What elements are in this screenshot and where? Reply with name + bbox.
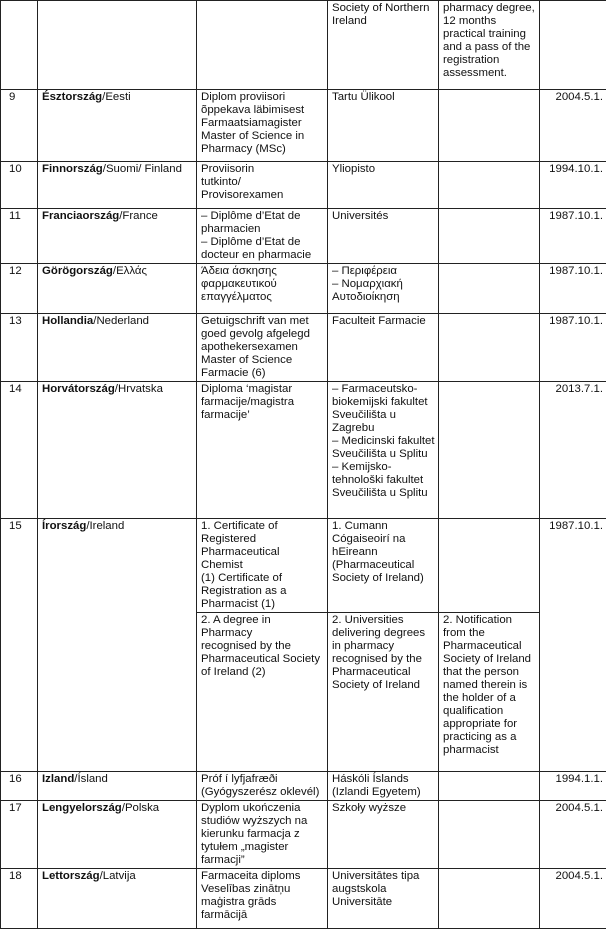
cell-line: Farmacie (6) (201, 367, 266, 379)
country-separator: / (121, 802, 125, 814)
cell-line: biokemijski fakultet (332, 396, 428, 408)
cell-line: Veselības zinātņu (201, 883, 291, 895)
country-cell (38, 1, 197, 90)
cell-line: tutkinto/ (201, 176, 241, 188)
certificate-cell (439, 264, 540, 314)
cell-line: 12 months (443, 15, 497, 27)
cell-line: – Farmaceutsko- (332, 383, 418, 395)
reference-date-cell (540, 772, 606, 801)
certificate-cell (439, 869, 540, 929)
cell-line: Háskóli Íslands (332, 773, 409, 785)
diploma-cell (197, 162, 328, 209)
country-cell (38, 869, 197, 929)
diploma-cell (197, 382, 328, 519)
awarding-body-cell (328, 613, 439, 772)
row-number (1, 772, 38, 801)
table-row (1, 162, 606, 209)
country-cell (38, 264, 197, 314)
cell-line: (Gyógyszerész oklevél) (201, 786, 320, 798)
row-number-text: 10 (9, 163, 22, 175)
cell-line: farmācijā (201, 909, 248, 921)
row-number (1, 264, 38, 314)
cell-line: appropriate for (443, 718, 518, 730)
cell-line: named therein is (443, 679, 528, 691)
table-row (1, 772, 606, 801)
reference-date: 1994.10.1. (549, 163, 603, 175)
cell-line: in pharmacy (332, 640, 395, 652)
cell-line: Yliopisto (332, 163, 376, 175)
cell-line: studiów wyższych na (201, 815, 308, 827)
country-cell (38, 772, 197, 801)
diploma-cell (197, 264, 328, 314)
row-number-text: 13 (9, 315, 22, 327)
row-number (1, 1, 38, 90)
diploma-cell (197, 519, 328, 613)
cell-line: Pharmaceutical Society (201, 653, 321, 665)
country-separator: / (93, 315, 97, 327)
diploma-cell (197, 90, 328, 162)
country-name-hu: Finnország (42, 163, 103, 175)
reference-date-cell (540, 209, 606, 264)
country-separator: / (102, 163, 106, 175)
country-separator: / (99, 870, 103, 882)
cell-line: that the person (443, 666, 519, 678)
cell-line: augstskola (332, 883, 387, 895)
cell-line: Cógaiseoirí na (332, 533, 406, 545)
country-cell (38, 162, 197, 209)
cell-line: – Diplôme d’Etat de (201, 210, 301, 222)
table-row (1, 519, 606, 613)
certificate-cell (439, 1, 540, 90)
cell-line: Society of Ireland (332, 679, 421, 691)
row-number-text: 12 (9, 265, 22, 277)
cell-line: and a pass of the (443, 41, 531, 53)
cell-line: Tartu Ülikool (332, 91, 395, 103)
cell-line: Ireland (332, 15, 367, 27)
cell-line: 2. Notification (443, 614, 513, 626)
country-cell (38, 519, 197, 772)
cell-line: hEireann (332, 546, 378, 558)
certificate-cell (439, 209, 540, 264)
cell-line: Pharmaceutical (332, 666, 411, 678)
table-body (1, 1, 606, 929)
row-number (1, 162, 38, 209)
reference-date: 1987.10.1. (549, 520, 603, 532)
country-name-local: Ísland (77, 773, 108, 785)
row-number-text: 9 (9, 91, 16, 103)
cell-line: Universitātes tipa (332, 870, 420, 882)
cell-line: Próf í lyfjafræði (201, 773, 278, 785)
cell-line: επαγγέλματος (201, 291, 272, 303)
reference-date: 1987.10.1. (549, 265, 603, 277)
awarding-body-cell (328, 90, 439, 162)
cell-line: pharmacien (201, 223, 261, 235)
reference-date: 1987.10.1. (549, 315, 603, 327)
country-name-local: Nederland (96, 315, 149, 327)
diploma-cell (197, 209, 328, 264)
cell-line: Getuigschrift van met (201, 315, 309, 327)
cell-line: – Νομαρχιακή (332, 278, 403, 290)
country-separator: / (114, 383, 118, 395)
country-cell (38, 90, 197, 162)
reference-date-cell (540, 264, 606, 314)
country-separator: / (102, 91, 106, 103)
country-name-local: Eesti (105, 91, 131, 103)
cell-line: Universitāte (332, 896, 393, 908)
cell-line: õppekava läbimisest (201, 104, 305, 116)
cell-line: apothekersexamen (201, 341, 298, 353)
awarding-body-cell (328, 209, 439, 264)
cell-line: practical training (443, 28, 526, 40)
diploma-cell (197, 869, 328, 929)
certificate-cell (439, 90, 540, 162)
reference-date-cell (540, 162, 606, 209)
cell-line: goed gevolg afgelegd (201, 328, 310, 340)
awarding-body-cell (328, 519, 439, 613)
cell-line: Pharmaceutical Chemist (201, 546, 280, 571)
country-name-local: Polska (124, 802, 160, 814)
table-row (1, 869, 606, 929)
row-number (1, 382, 38, 519)
cell-line: tytułem „magister (201, 841, 289, 853)
row-number-text: 14 (9, 383, 22, 395)
cell-line: Universités (332, 210, 389, 222)
cell-line: of Ireland (2) (201, 666, 266, 678)
country-name-hu: Írország (42, 520, 87, 532)
country-cell (38, 382, 197, 519)
row-number-text: 15 (9, 520, 22, 532)
country-separator: / (74, 773, 78, 785)
cell-line: farmacije/magistra (201, 396, 295, 408)
cell-line: registration (443, 54, 500, 66)
certificate-cell (439, 519, 540, 613)
table-row (1, 264, 606, 314)
cell-line: farmacji” (201, 854, 245, 866)
cell-line: Provisorexamen (201, 189, 284, 201)
cell-line: Registration as a (201, 585, 287, 597)
cell-line: docteur en pharmacie (201, 249, 312, 261)
reference-date-cell (540, 1, 606, 90)
reference-date: 2013.7.1. (555, 383, 603, 395)
cell-line: Szkoły wyższe (332, 802, 407, 814)
reference-date: 1994.1.1. (555, 773, 603, 785)
cell-line: Sveučilišta u Splitu (332, 487, 428, 499)
awarding-body-cell (328, 869, 439, 929)
reference-date: 1987.10.1. (549, 210, 603, 222)
cell-line: Proviisorin (201, 163, 255, 175)
country-cell (38, 801, 197, 869)
cell-line: Master of Science in (201, 130, 305, 142)
certificate-cell (439, 801, 540, 869)
country-name-hu: Izland (42, 773, 75, 785)
reference-date: 2004.5.1. (555, 91, 603, 103)
country-name-local: Latvija (102, 870, 136, 882)
cell-line: Pharmaceutical (443, 640, 522, 652)
certificate-cell (439, 772, 540, 801)
cell-line: – Medicinski fakultet (332, 435, 435, 447)
cell-line: Άδεια άσκησης (201, 265, 277, 277)
row-number (1, 314, 38, 382)
reference-date-cell (540, 869, 606, 929)
cell-line: Pharmacist (1) (201, 598, 276, 610)
certificate-cell (439, 314, 540, 382)
cell-line: Zagrebu (332, 422, 375, 434)
certificate-cell (439, 613, 540, 772)
reference-date: 2004.5.1. (555, 802, 603, 814)
cell-line: Farmaatsiamagister (201, 117, 302, 129)
cell-line: tehnološki fakultet (332, 474, 424, 486)
table-row (1, 314, 606, 382)
cell-line: Sveučilišta u Splitu (332, 448, 428, 460)
country-name-local: Suomi/ Finland (105, 163, 182, 175)
cell-line: 2. A degree in Pharmacy (201, 614, 271, 639)
diploma-cell (197, 314, 328, 382)
diploma-cell (197, 772, 328, 801)
country-name-hu: Görögország (42, 265, 113, 277)
cell-line: Society of Ireland (443, 653, 532, 665)
reference-date-cell (540, 382, 606, 519)
cell-line: Sveučilišta u (332, 409, 396, 421)
awarding-body-cell (328, 1, 439, 90)
cell-line: 1. Certificate of (201, 520, 278, 532)
cell-line: Society of Ireland) (332, 572, 424, 584)
reference-date: 2004.5.1. (555, 870, 603, 882)
cell-line: Faculteit Farmacie (332, 315, 426, 327)
country-name-hu: Lengyelország (42, 802, 122, 814)
cell-line: pharmacist (443, 744, 499, 756)
cell-line: practicing as a (443, 731, 517, 743)
row-number (1, 209, 38, 264)
cell-line: recognised by the (201, 640, 291, 652)
certificate-cell (439, 382, 540, 519)
cell-line: Pharmacy (MSc) (201, 143, 286, 155)
diploma-cell (197, 801, 328, 869)
row-number (1, 869, 38, 929)
awarding-body-cell (328, 772, 439, 801)
cell-line: Society of Northern (332, 2, 430, 14)
cell-line: from the (443, 627, 485, 639)
cell-line: (Pharmaceutical (332, 559, 415, 571)
cell-line: Diploma ‘magistar (201, 383, 293, 395)
table-row (1, 90, 606, 162)
cell-line: (1) Certificate of (201, 572, 283, 584)
country-cell (38, 314, 197, 382)
diploma-cell (197, 1, 328, 90)
row-number (1, 801, 38, 869)
row-number-text: 16 (9, 773, 22, 785)
cell-line: delivering degrees (332, 627, 426, 639)
cell-line: pharmacy degree, (443, 2, 535, 14)
row-number-text: 18 (9, 870, 22, 882)
awarding-body-cell (328, 264, 439, 314)
reference-date-cell (540, 90, 606, 162)
cell-line: qualification (443, 705, 504, 717)
cell-line: 1. Cumann (332, 520, 388, 532)
cell-line: the holder of a (443, 692, 516, 704)
cell-line: Master of Science (201, 354, 293, 366)
cell-line: Αυτοδιοίκηση (332, 291, 400, 303)
country-separator: / (86, 520, 90, 532)
cell-line: farmacije’ (201, 409, 250, 421)
awarding-body-cell (328, 314, 439, 382)
awarding-body-cell (328, 382, 439, 519)
cell-line: Registered (201, 533, 257, 545)
country-name-hu: Észtország (42, 91, 103, 103)
table-row (1, 209, 606, 264)
table-row (1, 382, 606, 519)
country-separator: / (112, 265, 117, 277)
diploma-cell (197, 613, 328, 772)
country-name-hu: Franciaország (42, 210, 120, 222)
awarding-body-cell (328, 162, 439, 209)
country-name-hu: Lettország (42, 870, 100, 882)
cell-line: (Izlandi Egyetem) (332, 786, 421, 798)
cell-line: – Kemijsko- (332, 461, 392, 473)
cell-line: maģistra grāds (201, 896, 277, 908)
cell-line: recognised by the (332, 653, 422, 665)
country-name-local: Ireland (89, 520, 125, 532)
table-row (1, 1, 606, 90)
table-row (1, 801, 606, 869)
cell-line: Dyplom ukończenia (201, 802, 301, 814)
awarding-body-cell (328, 801, 439, 869)
cell-line: 2. Universities (332, 614, 404, 626)
country-name-hu: Hollandia (42, 315, 94, 327)
certificate-cell (439, 162, 540, 209)
reference-date-cell (540, 519, 606, 772)
country-name-local: Hrvatska (117, 383, 163, 395)
row-number (1, 519, 38, 772)
row-number (1, 90, 38, 162)
cell-line: Farmaceita diploms (201, 870, 301, 882)
country-name-hu: Horvátország (42, 383, 115, 395)
reference-date-cell (540, 314, 606, 382)
country-name-local: Ελλάς (116, 265, 147, 277)
cell-line: kierunku farmacja z (201, 828, 300, 840)
country-cell (38, 209, 197, 264)
reference-date-cell (540, 801, 606, 869)
cell-line: assessment. (443, 67, 507, 79)
cell-line: φαρμακευτικού (201, 278, 277, 290)
country-separator: / (119, 210, 123, 222)
cell-line: Diplom proviisori (201, 91, 286, 103)
cell-line: – Περιφέρεια (332, 265, 397, 277)
country-name-local: France (122, 210, 158, 222)
row-number-text: 17 (9, 802, 22, 814)
row-number-text: 11 (9, 210, 21, 222)
cell-line: – Diplôme d’Etat de (201, 236, 301, 248)
